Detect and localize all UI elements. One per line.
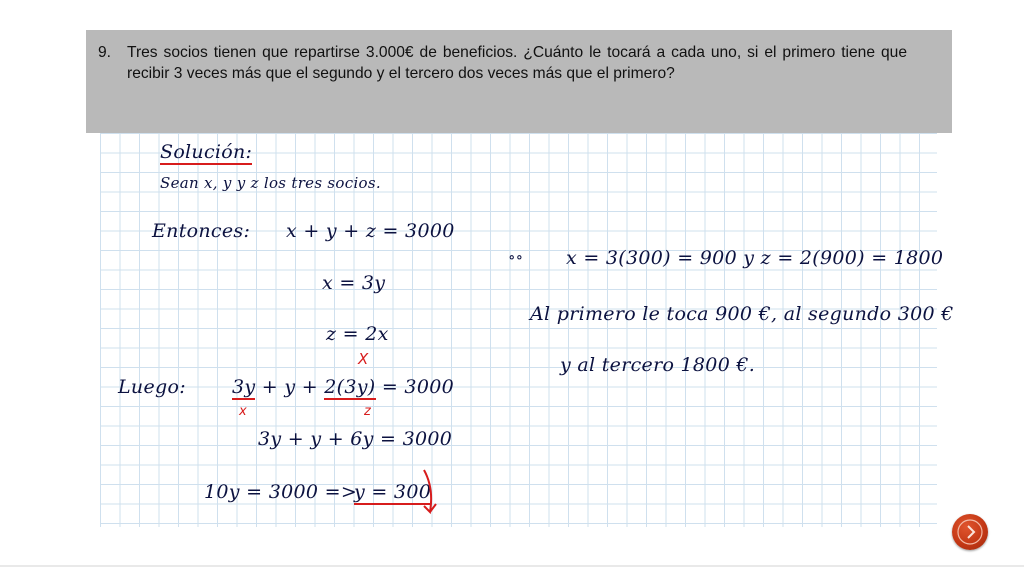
equation-solve-left: 10y = 3000 => — [204, 481, 358, 503]
result-bracket-mark — [418, 466, 440, 522]
chevron-right-icon — [952, 514, 988, 550]
problem-number: 9. — [98, 44, 112, 61]
equation-expanded: 3y + y + 6y = 3000 — [258, 428, 453, 450]
substitution-mark-z: z — [364, 404, 371, 419]
substitution-mark-x-top: X — [358, 350, 369, 368]
grid-paper — [100, 133, 937, 527]
term-2-3y: 2(3y) — [324, 376, 376, 398]
equation-x: x = 3y — [322, 272, 386, 294]
result-values-line: x = 3(300) = 900 y z = 2(900) = 1800 — [566, 247, 944, 269]
term-equals: = 3000 — [375, 376, 454, 398]
luego-label: Luego: — [118, 376, 186, 398]
solution-heading-text: Solución: — [160, 141, 253, 163]
solution-intro: Sean x, y y z los tres socios. — [160, 174, 381, 192]
problem-text: Tres socios tienen que repartirse 3.000€ de beneficios. ¿Cuánto le tocará a cada uno, si el primero tiene que recibir 3 veces más que el segundo y el tercero dos veces más que el primero? — [127, 44, 907, 82]
solution-heading — [160, 141, 252, 163]
next-slide-button[interactable] — [952, 514, 988, 550]
equation-z: z = 2x — [326, 323, 389, 345]
substitution-mark-x: x — [239, 404, 247, 419]
term-3y: 3y — [232, 376, 256, 398]
equation-sum: x + y + z = 3000 — [286, 220, 455, 242]
answer-line-1: Al primero le toca 900 €, al segundo 300 € — [530, 303, 954, 325]
entonces-label: Entonces: — [152, 220, 251, 242]
equation-substituted — [232, 376, 454, 398]
therefore-symbol: ∘∘ — [508, 248, 524, 266]
answer-line-2: y al tercero 1800 €. — [560, 354, 756, 376]
term-plus-y: + y + — [255, 376, 325, 398]
result-y: y = 300 — [354, 481, 432, 503]
